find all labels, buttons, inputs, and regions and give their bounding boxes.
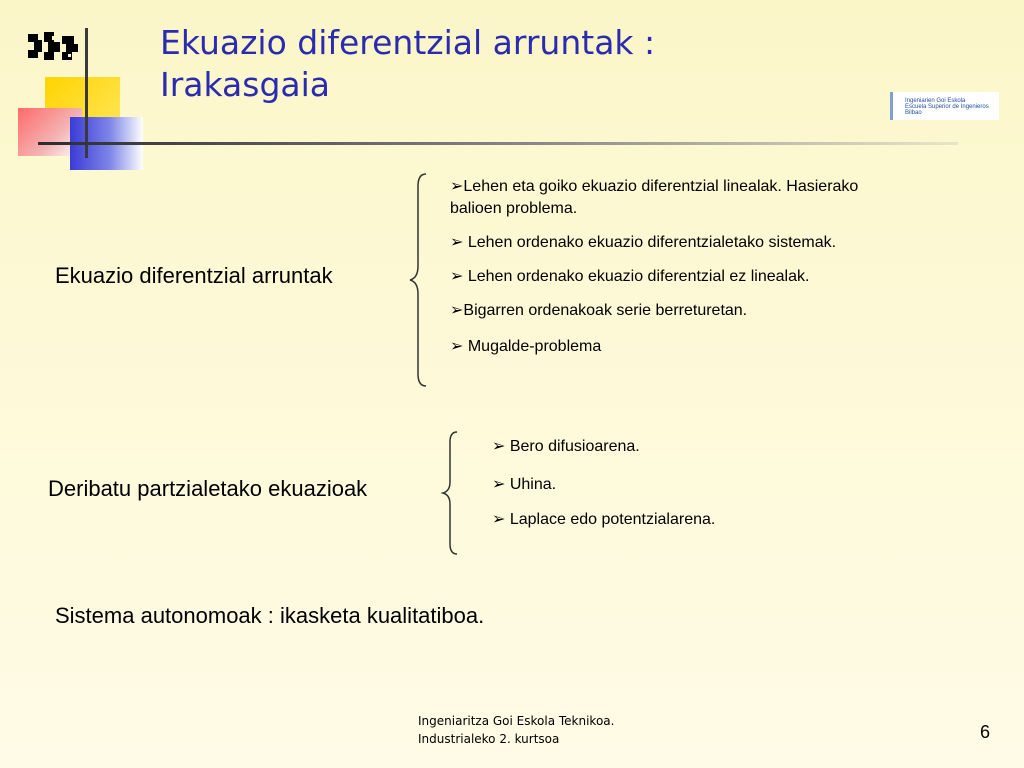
list-item: ➢ Lehen ordenako ekuazio diferentzial ez linealak. [450, 268, 810, 285]
footer-line-1: Ingeniaritza Goi Eskola Teknikoa. [418, 714, 615, 728]
footer-line-2: Industrialeko 2. kurtsoa [418, 732, 560, 746]
ode-topic-list [450, 176, 910, 358]
list-item: ➢ Lehen ordenako ekuazio diferentzialetako sistemak. [450, 234, 837, 251]
list-item: ➢ Mugalde-problema [450, 338, 602, 355]
section-label-autonomous: Sistema autonomoak : ikasketa kualitatiboa. [55, 603, 485, 628]
decor-vertical-line [85, 28, 88, 158]
pde-topic-list [492, 436, 812, 531]
school-logo-line-3: Bilbao [905, 110, 922, 116]
university-logo [28, 30, 80, 64]
page-number: 6 [980, 722, 991, 742]
title-line-1: Ekuazio diferentzial arruntak : [160, 23, 656, 62]
list-item: ➢ Bero difusioarena. [492, 438, 640, 455]
list-item: ➢Bigarren ordenakoak serie berreturetan. [450, 302, 748, 319]
school-logo-line-1: Ingeniarien Goi Eskola [905, 98, 966, 104]
school-logo-line-2: Escuela Superior de Ingenieros [905, 104, 989, 110]
left-brace-ode [408, 172, 430, 388]
section-label-pde: Deribatu partzialetako ekuazioak [48, 476, 368, 501]
left-brace-pde [441, 430, 461, 556]
title-line-2: Irakasgaia [160, 65, 331, 104]
school-logo [890, 92, 999, 120]
list-item: ➢Lehen eta goiko ekuazio diferentzial linealak. Hasierako balioen problema. [450, 178, 859, 217]
list-item: ➢ Uhina. [492, 476, 557, 493]
section-label-ode: Ekuazio diferentzial arruntak [55, 263, 333, 288]
title-underline [38, 142, 958, 145]
list-item: ➢ Laplace edo potentzialarena. [492, 511, 716, 528]
slide-title [160, 22, 655, 106]
footer [418, 712, 614, 748]
